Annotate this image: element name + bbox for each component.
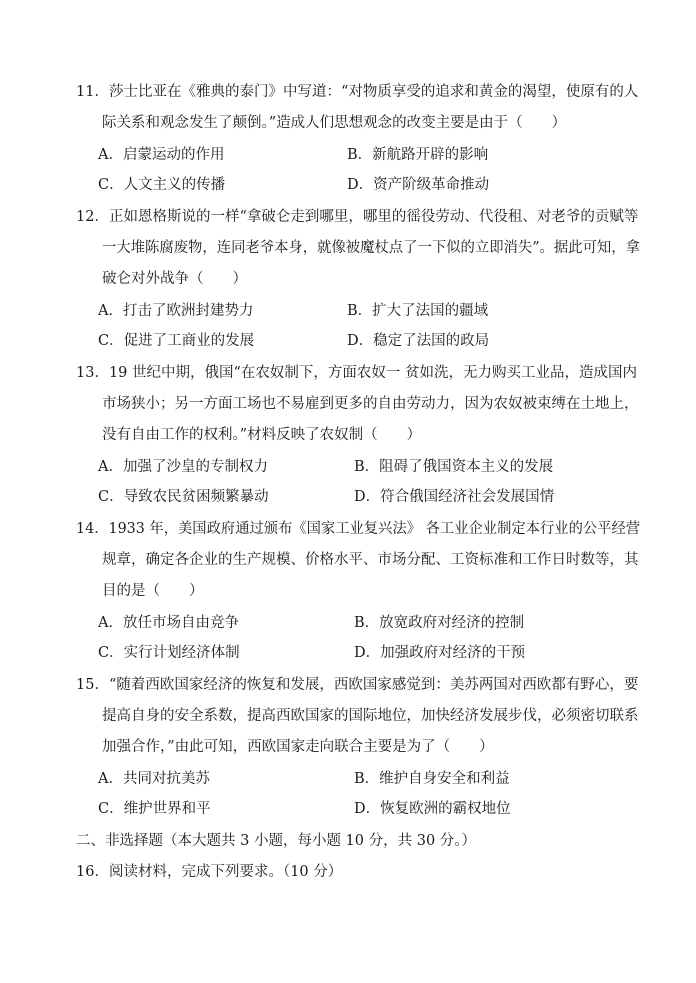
- q11-line-1: 11．莎士比亚在《雅典的泰门》中写道：“对物质享受的追求和黄金的渴望，使原有的人: [76, 84, 639, 100]
- q12-line-1: 12．正如恩格斯说的一样“拿破仑走到哪里，哪里的徭役劳动、代役租、对老爷的贡赋等: [76, 209, 639, 225]
- q11-option-a[interactable]: A．启蒙运动的作用: [98, 147, 225, 163]
- q15-line-2: 提高自身的安全系数，提高西欧国家的国际地位，加快经济发展步伐，必须密切联系: [102, 708, 639, 724]
- q12-option-b[interactable]: B．扩大了法国的疆域: [347, 303, 489, 319]
- q11-line-2: 际关系和观念发生了颠倒。”造成人们思想观念的改变主要是由于（ ）: [102, 115, 567, 131]
- q13-option-d[interactable]: D．符合俄国经济社会发展国情: [354, 489, 555, 505]
- q13-option-a[interactable]: A．加强了沙皇的专制权力: [98, 459, 268, 475]
- q14-option-d[interactable]: D．加强政府对经济的干预: [354, 645, 526, 661]
- q16-prompt: 16．阅读材料，完成下列要求。（10 分）: [76, 864, 343, 880]
- q15-option-d[interactable]: D．恢复欧洲的霸权地位: [354, 801, 511, 817]
- q12-option-c[interactable]: C．促进了工商业的发展: [98, 333, 255, 349]
- q14-line-1: 14．1933 年，美国政府通过颁布《国家工业复兴法》 各工业企业制定本行业的公平经营: [76, 521, 641, 537]
- q13-option-c[interactable]: C．导致农民贫困频繁暴动: [98, 489, 269, 505]
- q13-line-2: 市场狭小；另一方面工场也不易雇到更多的自由劳动力，因为农奴被束缚在土地上，: [102, 396, 639, 412]
- q14-option-a[interactable]: A．放任市场自由竞争: [98, 615, 239, 631]
- q12-option-d[interactable]: D．稳定了法国的政局: [347, 333, 490, 349]
- q13-line-3: 没有自由工作的权利。”材料反映了农奴制（ ）: [102, 427, 422, 443]
- q14-line-3: 目的是（ ）: [102, 583, 204, 599]
- q15-line-1: 15．“随着西欧国家经济的恢复和发展，西欧国家感觉到：美苏两国对西欧都有野心，要: [76, 677, 639, 693]
- q11-option-c[interactable]: C．人文主义的传播: [98, 177, 226, 193]
- q15-option-c[interactable]: C．维护世界和平: [98, 801, 211, 817]
- q12-option-a[interactable]: A．打击了欧洲封建势力: [98, 303, 254, 319]
- q14-option-c[interactable]: C．实行计划经济体制: [98, 645, 240, 661]
- q14-option-b[interactable]: B．放宽政府对经济的控制: [354, 615, 525, 631]
- q11-option-b[interactable]: B．新航路开辟的影响: [347, 147, 489, 163]
- q12-line-2: 一大堆陈腐废物，连同老爷本身，就像被魔杖点了一下似的立即消失”。据此可知，拿: [102, 240, 640, 256]
- q15-option-a[interactable]: A．共同对抗美苏: [98, 771, 210, 787]
- q13-option-b[interactable]: B．阻碍了俄国资本主义的发展: [354, 459, 554, 475]
- q15-option-b[interactable]: B．维护自身安全和利益: [354, 771, 510, 787]
- q11-option-d[interactable]: D．资产阶级革命推动: [347, 177, 490, 193]
- q13-line-1: 13．19 世纪中期，俄国“在农奴制下，方面农奴一 贫如洗，无力购买工业品，造成国内: [76, 365, 638, 381]
- q14-line-2: 规章，确定各企业的生产规模、价格水平、市场分配、工资标准和工作日时数等，其: [102, 552, 639, 568]
- q15-line-3: 加强合作，”由此可知，西欧国家走向联合主要是为了（ ）: [102, 739, 494, 755]
- section-heading: 二、非选择题（本大题共 3 小题，每小题 10 分，共 30 分。）: [76, 833, 477, 849]
- q12-line-3: 破仑对外战争（ ）: [102, 271, 247, 287]
